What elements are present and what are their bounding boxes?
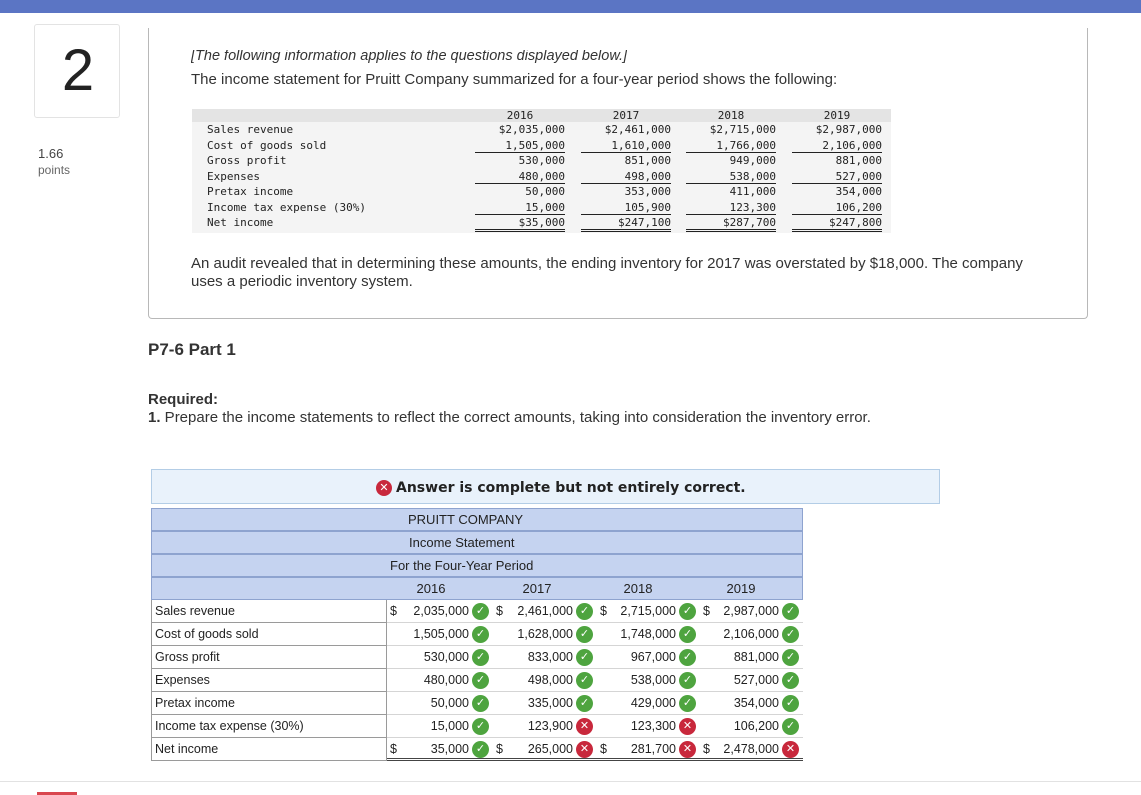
answer-value[interactable]: 527,000: [733, 673, 779, 687]
answer-value[interactable]: 281,700: [630, 742, 676, 756]
answer-cell-2019[interactable]: [700, 623, 803, 646]
check-circle-icon: ✓: [472, 649, 489, 666]
x-circle-icon: ✕: [576, 741, 593, 758]
dollar-sign: $: [390, 742, 397, 756]
answer-cell-2016[interactable]: [387, 646, 493, 669]
answer-value[interactable]: 2,461,000: [517, 604, 573, 618]
given-cell: $2,035,000: [498, 123, 565, 136]
given-table-row: [192, 138, 891, 154]
answer-row-label: Expenses: [151, 669, 387, 692]
answer-row: [151, 738, 803, 761]
answer-cell-2016[interactable]: [387, 738, 493, 761]
given-cell: 881,000: [835, 154, 882, 167]
check-circle-icon: ✓: [782, 695, 799, 712]
answer-cell-2017[interactable]: [493, 669, 597, 692]
answer-row-label: Gross profit: [151, 646, 387, 669]
answer-cell-2016[interactable]: [387, 692, 493, 715]
given-table-body: [192, 122, 891, 233]
answer-income-statement: [151, 508, 803, 761]
info-preface: [The following information applies to the questions displayed below.]: [191, 50, 628, 63]
answer-cell-2018[interactable]: [597, 646, 700, 669]
answer-row-label: Net income: [151, 738, 387, 761]
answer-row: [151, 646, 803, 669]
top-bar: [0, 0, 1141, 13]
answer-cell-2019[interactable]: [700, 646, 803, 669]
question-number: 2: [61, 38, 95, 103]
given-cell: 50,000: [525, 185, 565, 198]
check-circle-icon: ✓: [679, 649, 696, 666]
check-circle-icon: ✓: [679, 695, 696, 712]
given-cell: 530,000: [518, 154, 565, 167]
answer-value[interactable]: 1,748,000: [620, 627, 676, 641]
check-circle-icon: ✓: [472, 741, 489, 758]
x-circle-icon: ✕: [576, 718, 593, 735]
given-table-row: [192, 215, 891, 231]
dollar-sign: $: [496, 742, 503, 756]
given-table-header: [192, 109, 891, 122]
answer-cell-2019[interactable]: [700, 692, 803, 715]
answer-cell-2016[interactable]: [387, 600, 493, 623]
statement-title: Income Statement: [409, 535, 515, 550]
answer-row: [151, 623, 803, 646]
answer-value[interactable]: 429,000: [630, 696, 676, 710]
answer-value[interactable]: 123,900: [527, 719, 573, 733]
answer-value[interactable]: 2,478,000: [723, 742, 779, 756]
info-intro: The income statement for Pruitt Company summarized for a four-year period shows the following:: [191, 71, 838, 88]
answer-cell-2018[interactable]: [597, 738, 700, 761]
given-cell: 15,000: [475, 201, 565, 215]
given-cell: $35,000: [475, 216, 565, 232]
answer-value[interactable]: 354,000: [733, 696, 779, 710]
given-cell: 2,106,000: [792, 139, 882, 153]
x-circle-icon: ✕: [782, 741, 799, 758]
answer-row-label: Sales revenue: [151, 600, 387, 623]
answer-status-text: Answer is complete but not entirely correct.: [396, 480, 746, 496]
given-cell: 1,505,000: [475, 139, 565, 153]
answer-value[interactable]: 480,000: [423, 673, 469, 687]
x-circle-icon: ✕: [679, 718, 696, 735]
statement-title-row: [151, 531, 803, 554]
answer-cell-2018[interactable]: [597, 669, 700, 692]
answer-row-label: Income tax expense (30%): [151, 715, 387, 738]
given-table-row: [192, 169, 891, 185]
given-cell: 949,000: [729, 154, 776, 167]
given-cell: $2,987,000: [815, 123, 882, 136]
audit-note: An audit revealed that in determining these amounts, the ending inventory for 2017 was overstated by $18,000. The company uses a periodic inventory system.: [191, 255, 1023, 290]
given-table-row: [192, 200, 891, 216]
check-circle-icon: ✓: [782, 718, 799, 735]
answer-year-2019: 2019: [726, 581, 756, 596]
answer-value[interactable]: 498,000: [527, 673, 573, 687]
check-circle-icon: ✓: [576, 626, 593, 643]
given-cell: 527,000: [792, 170, 882, 184]
check-circle-icon: ✓: [782, 626, 799, 643]
answer-cell-2019[interactable]: [700, 738, 803, 761]
answer-row-label: Cost of goods sold: [151, 623, 387, 646]
answer-cell-2017[interactable]: [493, 738, 597, 761]
answer-value[interactable]: 2,106,000: [723, 627, 779, 641]
statement-period: For the Four-Year Period: [390, 558, 534, 573]
answer-cell-2018[interactable]: [597, 600, 700, 623]
given-table-row: [192, 153, 891, 169]
answer-cell-2019[interactable]: [700, 715, 803, 738]
answer-value[interactable]: 1,628,000: [517, 627, 573, 641]
given-cell: 106,200: [792, 201, 882, 215]
given-cell: $247,800: [792, 216, 882, 232]
check-circle-icon: ✓: [679, 672, 696, 689]
given-cell: 1,610,000: [581, 139, 671, 153]
given-cell: 411,000: [729, 185, 776, 198]
answer-cell-2016[interactable]: [387, 715, 493, 738]
answer-year-2016: 2016: [416, 581, 446, 596]
given-year-2019: 2019: [823, 109, 851, 122]
question-number-box: [34, 24, 120, 118]
given-table-row: [192, 184, 891, 200]
required-instructions: Prepare the income statements to reflect the correct amounts, taking into consideration the inventory error.: [160, 409, 871, 426]
given-cell: 354,000: [835, 185, 882, 198]
given-income-table: [192, 109, 891, 233]
check-circle-icon: ✓: [576, 672, 593, 689]
points-label: points: [38, 163, 71, 177]
answer-cell-2018[interactable]: [597, 692, 700, 715]
given-cell: $287,700: [686, 216, 776, 232]
answer-cell-2017[interactable]: [493, 600, 597, 623]
given-cell: 105,900: [581, 201, 671, 215]
check-circle-icon: ✓: [782, 649, 799, 666]
statement-years-row: [151, 577, 803, 600]
check-circle-icon: ✓: [576, 603, 593, 620]
answer-row-label: Pretax income: [151, 692, 387, 715]
answer-status-banner: [151, 469, 940, 504]
x-circle-icon: ✕: [376, 480, 392, 496]
points-value: 1.66: [38, 146, 64, 161]
answer-cell-2017[interactable]: [493, 692, 597, 715]
check-circle-icon: ✓: [576, 695, 593, 712]
dollar-sign: $: [496, 604, 503, 618]
answer-value[interactable]: 106,200: [733, 719, 779, 733]
statement-period-row: [151, 554, 803, 577]
required-number: 1.: [148, 409, 161, 426]
answer-value[interactable]: 2,715,000: [620, 604, 676, 618]
required-text: [148, 409, 871, 426]
answer-cell-2019[interactable]: [700, 600, 803, 623]
given-row-label: Net income: [207, 216, 274, 229]
check-circle-icon: ✓: [472, 672, 489, 689]
answer-value[interactable]: 265,000: [527, 742, 573, 756]
given-year-2018: 2018: [717, 109, 745, 122]
answer-value[interactable]: 1,505,000: [413, 627, 469, 641]
given-cell: $247,100: [581, 216, 671, 232]
given-row-label: Sales revenue: [207, 123, 294, 136]
given-cell: $2,461,000: [604, 123, 671, 136]
check-circle-icon: ✓: [679, 626, 696, 643]
required-title: Required:: [148, 391, 219, 408]
answer-value[interactable]: 833,000: [527, 650, 573, 664]
answer-year-2018: 2018: [623, 581, 653, 596]
answer-value[interactable]: 2,987,000: [723, 604, 779, 618]
given-cell: 498,000: [581, 170, 671, 184]
given-cell: 480,000: [475, 170, 565, 184]
check-circle-icon: ✓: [782, 603, 799, 620]
given-cell: 123,300: [686, 201, 776, 215]
given-row-label: Income tax expense (30%): [207, 200, 366, 214]
answer-cell-2016[interactable]: [387, 669, 493, 692]
answer-cell-2017[interactable]: [493, 623, 597, 646]
statement-company-row: [151, 508, 803, 531]
given-cell: 1,766,000: [686, 139, 776, 153]
given-row-label: Cost of goods sold: [207, 138, 327, 152]
given-cell: 538,000: [686, 170, 776, 184]
answer-cell-2018[interactable]: [597, 623, 700, 646]
answer-row: [151, 715, 803, 738]
question-info-box: [148, 28, 1088, 319]
check-circle-icon: ✓: [472, 626, 489, 643]
answer-cell-2018[interactable]: [597, 715, 700, 738]
x-circle-icon: ✕: [679, 741, 696, 758]
dollar-sign: $: [703, 742, 710, 756]
given-row-label: Expenses: [207, 169, 260, 183]
dollar-sign: $: [703, 604, 710, 618]
given-cell: 851,000: [624, 154, 671, 167]
check-circle-icon: ✓: [472, 695, 489, 712]
check-circle-icon: ✓: [576, 649, 593, 666]
answer-year-2017: 2017: [522, 581, 552, 596]
answer-row: [151, 600, 803, 623]
check-circle-icon: ✓: [472, 603, 489, 620]
check-circle-icon: ✓: [782, 672, 799, 689]
check-circle-icon: ✓: [679, 603, 696, 620]
given-row-label: Pretax income: [207, 185, 294, 198]
answer-value[interactable]: 881,000: [733, 650, 779, 664]
given-table-row: [192, 122, 891, 138]
answer-value[interactable]: 2,035,000: [413, 604, 469, 618]
answer-cell-2017[interactable]: [493, 646, 597, 669]
answer-row: [151, 692, 803, 715]
given-year-2016: 2016: [506, 109, 534, 122]
answer-value[interactable]: 530,000: [423, 650, 469, 664]
answer-value[interactable]: 123,300: [630, 719, 676, 733]
check-circle-icon: ✓: [472, 718, 489, 735]
dollar-sign: $: [600, 604, 607, 618]
answer-value[interactable]: 538,000: [630, 673, 676, 687]
part-title: P7-6 Part 1: [148, 340, 236, 359]
answer-cell-2016[interactable]: [387, 623, 493, 646]
dollar-sign: $: [600, 742, 607, 756]
statement-company: PRUITT COMPANY: [408, 512, 524, 527]
given-cell: $2,715,000: [709, 123, 776, 136]
dollar-sign: $: [390, 604, 397, 618]
answer-cell-2017[interactable]: [493, 715, 597, 738]
answer-value[interactable]: 50,000: [430, 696, 469, 710]
given-cell: 353,000: [624, 185, 671, 198]
given-year-2017: 2017: [612, 109, 640, 122]
answer-cell-2019[interactable]: [700, 669, 803, 692]
answer-row: [151, 669, 803, 692]
given-row-label: Gross profit: [207, 154, 287, 167]
answer-value[interactable]: 15,000: [430, 719, 469, 733]
bottom-divider: [0, 781, 1141, 782]
answer-value[interactable]: 967,000: [630, 650, 676, 664]
answer-value[interactable]: 335,000: [527, 696, 573, 710]
answer-value[interactable]: 35,000: [430, 742, 469, 756]
